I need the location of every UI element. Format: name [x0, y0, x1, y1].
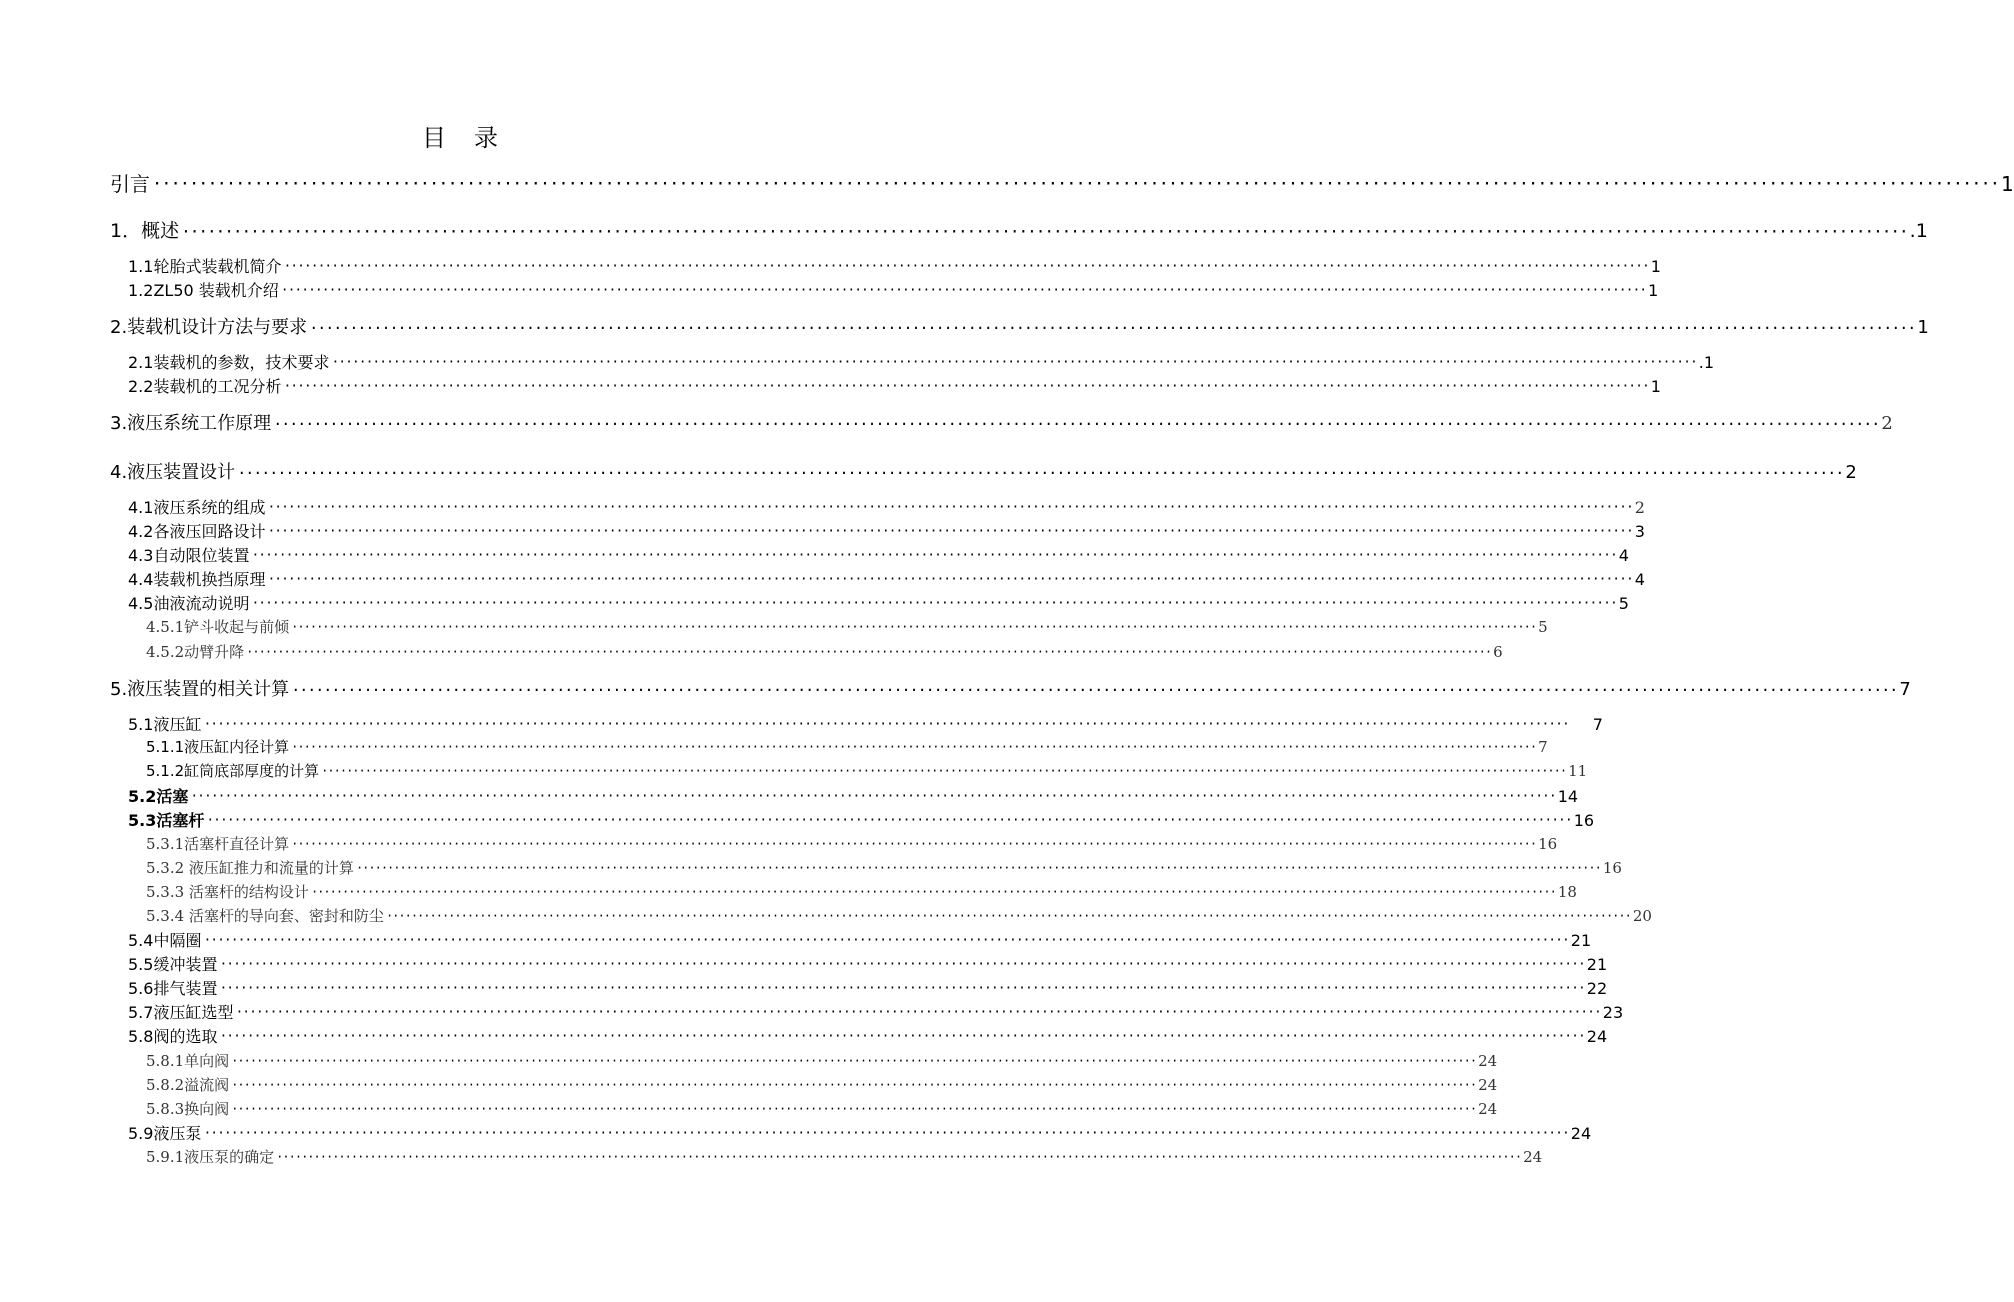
- toc-entry-page: 14: [1557, 787, 1579, 806]
- toc-entry-label: 5.9液压泵: [128, 1124, 202, 1143]
- toc-entry-page: 1: [1650, 377, 1661, 396]
- toc-leader-dots: ········································································································································································································: [219, 1029, 1585, 1044]
- toc-leader-dots: ········································································································································································································: [321, 764, 1567, 778]
- toc-entry-label: 5.9.1液压泵的确定: [146, 1148, 275, 1166]
- toc-entry-label: 3.液压系统工作原理: [110, 413, 272, 434]
- toc-leader-dots: ········································································································································································································: [267, 572, 1633, 587]
- toc-entry-page: 16: [1573, 811, 1595, 830]
- toc-entry-label: 5.2活塞: [128, 787, 189, 806]
- toc-entry-page: 1: [1917, 317, 1929, 338]
- toc-leader-dots: ········································································································································································································: [251, 596, 1617, 611]
- toc-entry-page: 18: [1557, 883, 1577, 901]
- toc-entry[interactable]: [146, 859, 1622, 878]
- toc-leader-dots: ········································································································································································································: [231, 1078, 1477, 1092]
- toc-entry-label: 4.液压装置设计: [110, 462, 236, 483]
- toc-entry-label: 4.2各液压回路设计: [128, 522, 266, 541]
- title-char-1: 目: [422, 124, 446, 152]
- toc-leader-dots: ········································································································································································································: [385, 909, 1631, 923]
- title-char-2: 录: [474, 124, 498, 152]
- toc-leader-dots: ········································································································································································································: [206, 813, 1572, 828]
- toc-entry-page: 24: [1523, 1148, 1543, 1166]
- toc-entry[interactable]: [146, 738, 1548, 757]
- toc-entry-page: 11: [1568, 762, 1588, 780]
- toc-entry[interactable]: [128, 1027, 1608, 1047]
- toc-entry-label: 5.液压装置的相关计算: [110, 679, 290, 700]
- toc-leader-dots: ········································································································································································································: [152, 174, 1999, 194]
- toc-entry-page: 7: [1538, 738, 1548, 756]
- toc-entry-page: 5: [1618, 594, 1629, 613]
- toc-leader-dots: ········································································································································································································: [235, 1005, 1601, 1020]
- toc-leader-dots: ········································································································································································································: [246, 645, 1492, 659]
- toc-leader-dots: ········································································································································································································: [231, 1054, 1477, 1068]
- toc-leader-dots: ········································································································································································································: [273, 415, 1880, 433]
- toc-entry[interactable]: [128, 498, 1645, 518]
- toc-entry-page: 20: [1632, 907, 1652, 925]
- toc-entry[interactable]: [110, 317, 1929, 339]
- toc-entry-page: 16: [1538, 835, 1558, 853]
- toc-entry[interactable]: [128, 570, 1645, 590]
- toc-entry[interactable]: [128, 787, 1579, 807]
- toc-entry[interactable]: [146, 883, 1577, 902]
- toc-entry[interactable]: [128, 257, 1661, 277]
- toc-entry-label: 5.8.3换向阀: [146, 1100, 230, 1118]
- toc-entry[interactable]: [146, 618, 1548, 637]
- toc-entry-page: 21: [1586, 955, 1608, 974]
- toc-entry-label: 5.3.4 活塞杆的导向套、密封和防尘: [146, 907, 384, 925]
- toc-leader-dots: ········································································································································································································: [251, 548, 1617, 563]
- toc-entry-label: 4.1液压系统的组成: [128, 498, 266, 517]
- toc-entry[interactable]: [128, 377, 1661, 397]
- toc-leader-dots: ········································································································································································································: [291, 740, 1537, 754]
- toc-leader-dots: ········································································································································································································: [291, 837, 1537, 851]
- toc-entry-label: 5.1.1液压缸内径计算: [146, 738, 290, 756]
- toc-entry-page: 7: [1899, 679, 1911, 700]
- toc-entry-label: 5.1液压缸: [128, 715, 202, 734]
- toc-leader-dots: ········································································································································································································: [219, 957, 1585, 972]
- toc-entry-page: 5: [1538, 618, 1548, 636]
- toc-entry-page: 16: [1602, 859, 1622, 877]
- toc-entry[interactable]: [146, 762, 1588, 781]
- toc-entry[interactable]: [146, 907, 1652, 926]
- toc-entry[interactable]: [128, 522, 1645, 542]
- toc-entry-label: 1．概述: [110, 220, 180, 242]
- toc-leader-dots: ········································································································································································································: [331, 355, 1697, 370]
- toc-entry-page: 23: [1602, 1003, 1624, 1022]
- toc-entry-label: 5.3.1活塞杆直径计算: [146, 835, 290, 853]
- toc-entry[interactable]: [146, 1148, 1543, 1167]
- toc-entry-label: 5.8.1单向阀: [146, 1052, 230, 1070]
- toc-entry[interactable]: [146, 1052, 1498, 1071]
- toc-entry[interactable]: [128, 931, 1592, 951]
- toc-entry-label: 5.7液压缸选型: [128, 1003, 234, 1022]
- toc-leader-dots: ········································································································································································································: [291, 681, 1898, 699]
- toc-entry-page: .1: [1698, 353, 1715, 372]
- toc-entry[interactable]: [128, 979, 1608, 999]
- toc-entry-label: 5.3活塞杆: [128, 811, 205, 830]
- toc-entry[interactable]: [146, 643, 1503, 662]
- toc-leader-dots: ········································································································································································································: [190, 789, 1556, 804]
- toc-leader-dots: ········································································································································································································: [203, 1126, 1569, 1141]
- toc-leader-dots: ········································································································································································································: [291, 620, 1537, 634]
- page-title: [0, 118, 920, 153]
- toc-entry-page: 1: [1648, 281, 1659, 300]
- toc-entry-label: 5.5缓冲装置: [128, 955, 218, 974]
- toc-entry[interactable]: [146, 1100, 1498, 1119]
- toc-entry[interactable]: [110, 413, 1893, 435]
- toc-entry[interactable]: [128, 1003, 1624, 1023]
- toc-entry[interactable]: [128, 955, 1608, 975]
- toc-entry[interactable]: [110, 679, 1911, 701]
- toc-entry-page: 4: [1634, 570, 1645, 589]
- toc-entry-label: 5.3.2 液压缸推力和流量的计算: [146, 859, 354, 877]
- toc-entry-label: 4.5油液流动说明: [128, 594, 250, 613]
- toc-entry-page: 24: [1478, 1100, 1498, 1118]
- toc-leader-dots: ········································································································································································································: [203, 933, 1569, 948]
- toc-entry[interactable]: [128, 594, 1629, 614]
- toc-entry[interactable]: [146, 1076, 1498, 1095]
- toc-leader-dots: ········································································································································································································: [283, 379, 1649, 394]
- toc-entry-label: 2.装载机设计方法与要求: [110, 317, 308, 338]
- toc-leader-dots: ········································································································································································································: [355, 861, 1601, 875]
- toc-leader-dots: ········································································································································································································: [181, 222, 1908, 241]
- toc-entry-page: 4: [1618, 546, 1629, 565]
- toc-leader-dots: ········································································································································································································: [267, 500, 1633, 515]
- toc-entry-label: 1.2ZL50 装载机介绍: [128, 281, 279, 300]
- toc-entry[interactable]: [128, 715, 1603, 735]
- toc-entry-page: 22: [1586, 979, 1608, 998]
- toc-entry-label: 4.5.2动臂升降: [146, 643, 245, 661]
- toc-entry-page: 24: [1478, 1076, 1498, 1094]
- toc-entry-page: 1: [1650, 257, 1661, 276]
- toc-entry[interactable]: [128, 1124, 1592, 1144]
- toc-entry-label: 2.1装载机的参数，技术要求: [128, 353, 330, 372]
- toc-entry-page: 7: [1592, 715, 1603, 734]
- toc-leader-dots: ········································································································································································································: [267, 524, 1633, 539]
- toc-entry-label: 引言: [110, 172, 150, 196]
- toc-entry-label: 5.8阀的选取: [128, 1027, 218, 1046]
- toc-entry[interactable]: [110, 220, 1928, 243]
- toc-entry-page: 6: [1493, 643, 1503, 661]
- toc-entry[interactable]: [128, 546, 1629, 566]
- toc-entry[interactable]: [110, 172, 2014, 196]
- toc-entry-page: 21: [1570, 931, 1592, 950]
- toc-entry[interactable]: [128, 281, 1659, 301]
- toc-entry-page: .1: [1909, 220, 1928, 242]
- toc-entry-label: 1.1轮胎式装载机简介: [128, 257, 282, 276]
- toc-leader-dots: ········································································································································································································: [203, 717, 1569, 732]
- toc-entry-label: 5.8.2溢流阀: [146, 1076, 230, 1094]
- toc-leader-dots: ········································································································································································································: [309, 319, 1916, 337]
- toc-entry[interactable]: [128, 353, 1715, 373]
- toc-leader-dots: ········································································································································································································: [231, 1102, 1477, 1116]
- toc-entry[interactable]: [110, 462, 1857, 484]
- toc-entry-label: 4.4装载机换挡原理: [128, 570, 266, 589]
- toc-leader-dots: ········································································································································································································: [219, 981, 1585, 996]
- toc-entry-page: 3: [1634, 522, 1645, 541]
- toc-entry[interactable]: [146, 835, 1558, 854]
- toc-entry-page: 24: [1478, 1052, 1498, 1070]
- toc-entry-label: 5.1.2缸筒底部厚度的计算: [146, 762, 320, 780]
- toc-leader-dots: ········································································································································································································: [310, 885, 1556, 899]
- toc-entry[interactable]: [128, 811, 1595, 831]
- toc-leader-dots: ········································································································································································································: [276, 1150, 1522, 1164]
- toc-leader-dots: ········································································································································································································: [280, 283, 1647, 298]
- toc-entry-page: 2: [1634, 498, 1645, 517]
- toc-entry-label: 5.6排气装置: [128, 979, 218, 998]
- toc-leader-dots: ········································································································································································································: [237, 464, 1844, 482]
- toc-entry-label: 4.5.1铲斗收起与前倾: [146, 618, 290, 636]
- toc-entry-page: 1: [2000, 172, 2014, 196]
- toc-entry-page: 2: [1881, 413, 1893, 434]
- toc-entry-label: 2.2装载机的工况分析: [128, 377, 282, 396]
- toc-entry-page: 2: [1845, 462, 1857, 483]
- toc-entry-label: 4.3自动限位装置: [128, 546, 250, 565]
- toc-entry-label: 5.4中隔圈: [128, 931, 202, 950]
- toc-entry-page: 24: [1570, 1124, 1592, 1143]
- toc-leader-dots: ········································································································································································································: [283, 259, 1649, 274]
- toc-entry-page: 24: [1586, 1027, 1608, 1046]
- toc-entry-label: 5.3.3 活塞杆的结构设计: [146, 883, 309, 901]
